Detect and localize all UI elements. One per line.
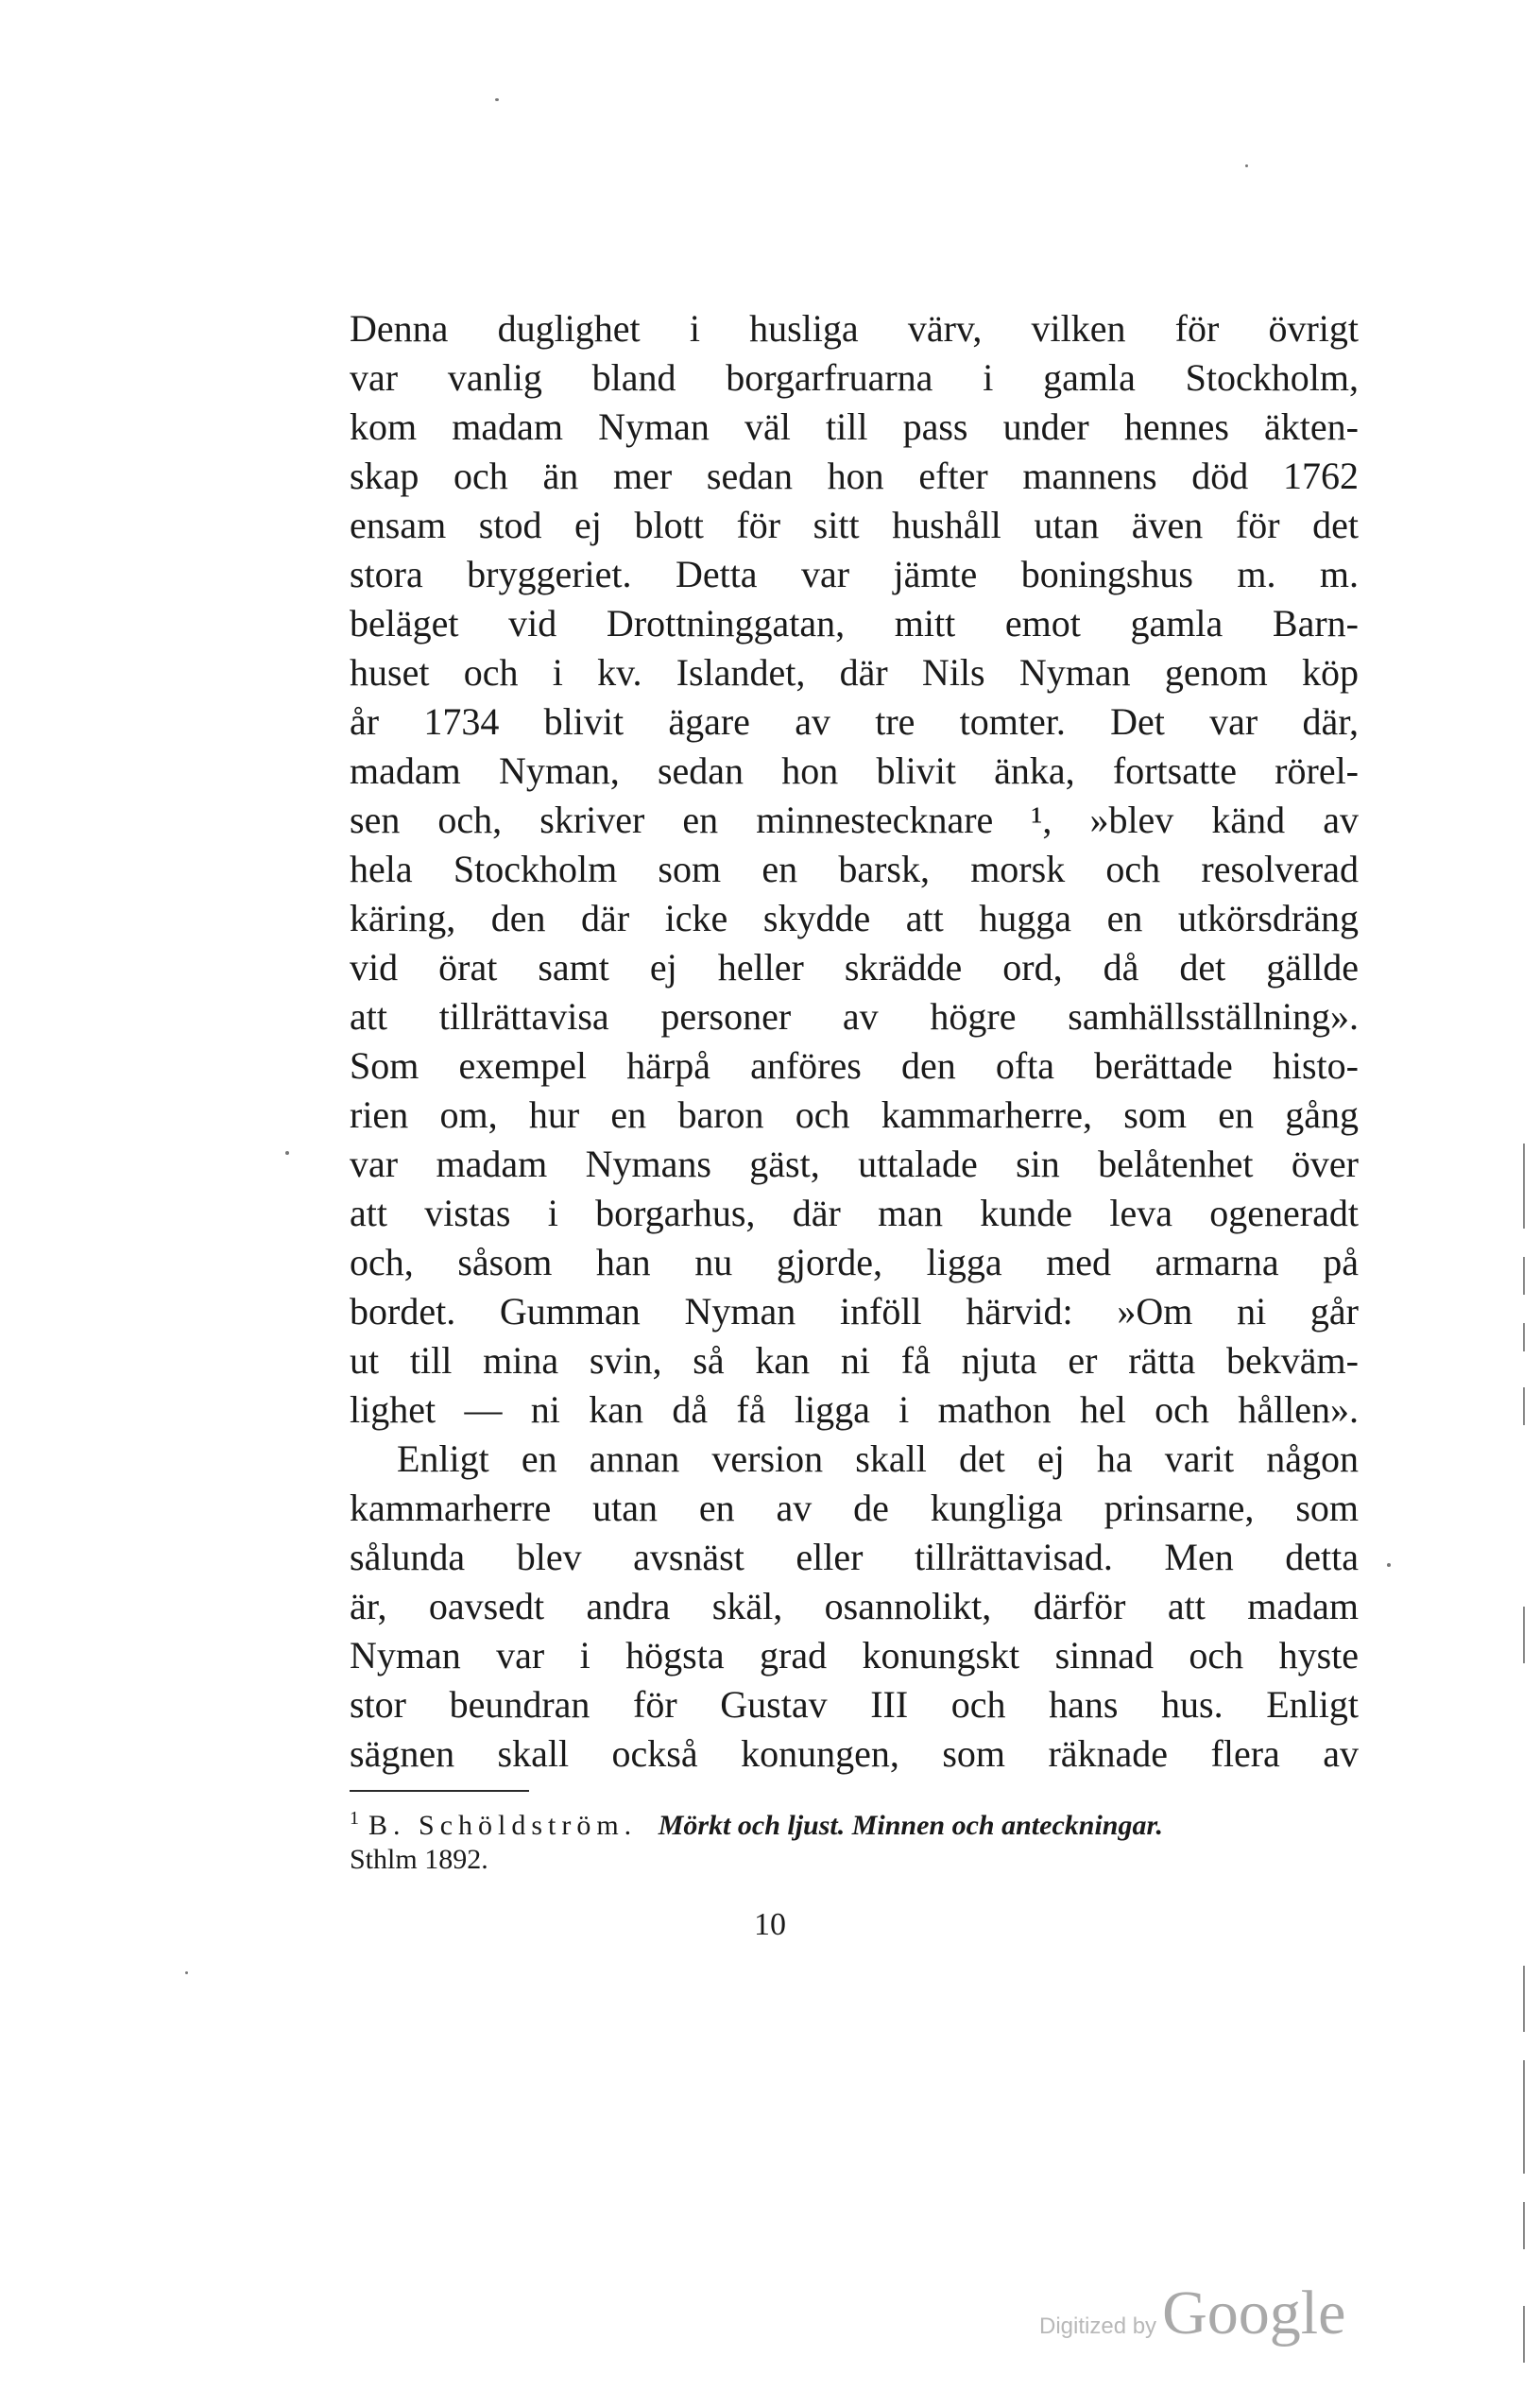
text-line: käring, den där icke skydde att hugga en utkörsdräng [350,897,1359,939]
text-line: bordet. Gumman Nyman inföll härvid: »Om ni går [350,1290,1359,1333]
text-line: att vistas i borgarhus, där man kunde leva ogeneradt [350,1192,1359,1234]
scan-edge-line [1523,1144,1525,1229]
watermark-prefix: Digitized by [1039,2313,1157,2339]
text-line: sen och, skriver en minnestecknare ¹, »blev känd av [350,799,1359,841]
scan-edge-line [1523,1323,1525,1351]
text-line: huset och i kv. Islandet, där Nils Nyman genom köp [350,651,1359,694]
text-line: var madam Nymans gäst, uttalade sin belåtenhet över [350,1143,1359,1185]
page-number: 10 [754,1907,786,1942]
text-line: är, oavsedt andra skäl, osannolikt, därför att madam [350,1585,1359,1627]
scan-edge-line [1523,2306,1525,2363]
text-line: Denna duglighet i husliga värv, vilken för övrigt [350,307,1359,350]
text-line: att tillrättavisa personer av högre samhällsställning». [350,995,1359,1038]
text-line: sägnen skall också konungen, som räknade flera av [350,1732,1359,1775]
footnote-author: B. Schöldström. [368,1810,638,1841]
text-line: år 1734 blivit ägare av tre tomter. Det var där, [350,700,1359,743]
text-line: ensam stod ej blott för sitt hushåll utan även för det [350,504,1359,546]
text-line: kom madam Nyman väl till pass under hennes äkten- [350,405,1359,448]
digitized-by-watermark [1039,2278,1345,2363]
scan-edge-line [1523,1387,1525,1425]
scan-speck [285,1151,289,1155]
text-line: lighet — ni kan då få ligga i mathon hel och hållen». [350,1388,1359,1431]
scan-edge-line [1523,2060,1525,2174]
text-line: ut till mina svin, så kan ni få njuta er rätta bekväm- [350,1339,1359,1382]
text-line: Nyman var i högsta grad konungskt sinnad och hyste [350,1634,1359,1677]
footnote-publication: Sthlm 1892. [350,1844,488,1875]
text-line: sålunda blev avsnäst eller tillrättavisad. Men detta [350,1536,1359,1578]
scan-edge-line [1523,2202,1525,2249]
text-line: stora bryggeriet. Detta var jämte boningshus m. m. [350,553,1359,595]
footnote-line [350,1797,1359,1839]
footnote-title: Mörkt och ljust. Minnen och anteckningar. [658,1810,1163,1841]
text-line: vid örat samt ej heller skrädde ord, då det gällde [350,946,1359,989]
footnote-marker: 1 [350,1808,359,1829]
text-line: Enligt en annan version skall det ej ha varit någon [397,1437,1359,1480]
text-line: stor beundran för Gustav III och hans hus. Enligt [350,1683,1359,1726]
scan-speck [185,1971,188,1974]
text-line: beläget vid Drottninggatan, mitt emot gamla Barn- [350,602,1359,645]
text-line: madam Nyman, sedan hon blivit änka, fortsatte rörel- [350,749,1359,792]
text-line: Som exempel härpå anföres den ofta berättade histo- [350,1044,1359,1087]
text-line: och, såsom han nu gjorde, ligga med armarna på [350,1241,1359,1283]
text-line: rien om, hur en baron och kammarherre, som en gång [350,1093,1359,1136]
scan-speck [1245,164,1248,167]
scan-speck [1387,1563,1391,1567]
footnote [350,1797,1359,1881]
scan-edge-line [1523,1607,1525,1663]
text-line: kammarherre utan en av de kungliga prinsarne, som [350,1487,1359,1529]
body-text [350,304,1359,1779]
scan-speck [495,98,499,101]
text-line: hela Stockholm som en barsk, morsk och resolverad [350,848,1359,890]
google-logo: Google [1162,2279,1346,2348]
footnote-rule [350,1790,529,1792]
scan-edge-line [1523,1257,1525,1295]
scan-edge-line [1523,1966,1525,2032]
text-line: skap och än mer sedan hon efter mannens död 1762 [350,455,1359,497]
text-line: var vanlig bland borgarfruarna i gamla Stockholm, [350,356,1359,399]
